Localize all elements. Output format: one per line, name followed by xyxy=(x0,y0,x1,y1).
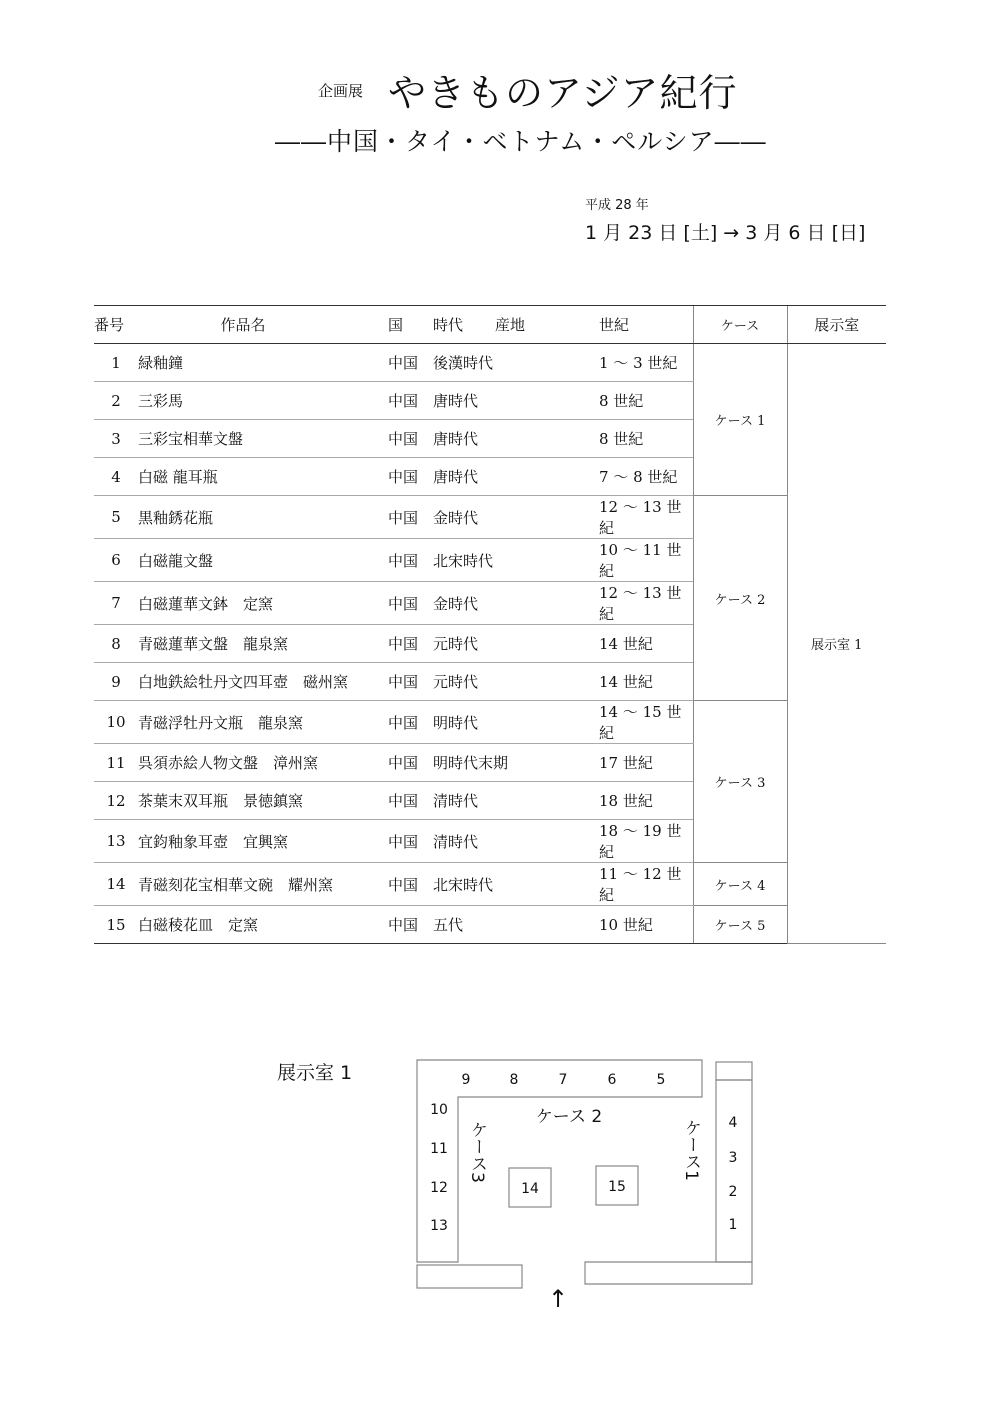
header-century: 世紀 xyxy=(585,306,693,344)
row-century: 14 世紀 xyxy=(585,625,693,663)
exhibition-subtitle: ――中国・タイ・ベトナム・ペルシア―― xyxy=(275,127,767,156)
table-header-row xyxy=(94,306,886,344)
row-no: 15 xyxy=(94,906,138,944)
case-cell: ケース 3 xyxy=(693,701,787,863)
row-period: 金時代 xyxy=(433,496,585,539)
header-case: ケース xyxy=(693,306,787,344)
row-country: 中国 xyxy=(388,625,433,663)
plan-number: 13 xyxy=(430,1218,448,1234)
plan-number: 3 xyxy=(728,1150,738,1166)
row-century: 10 ～ 11 世紀 xyxy=(585,539,693,582)
case-1-label: ケース1 xyxy=(681,1119,701,1181)
bottom-right-bar xyxy=(585,1262,752,1284)
row-title: 緑釉鐘 xyxy=(138,344,388,382)
case-cell: ケース 5 xyxy=(693,906,787,944)
header-kiln: 産地 xyxy=(495,306,585,344)
row-period: 後漢時代 xyxy=(433,344,585,382)
table-body xyxy=(94,344,886,944)
plan-number: 11 xyxy=(430,1141,448,1157)
row-no: 12 xyxy=(94,782,138,820)
row-title: 三彩宝相華文盤 xyxy=(138,420,388,458)
row-period: 唐時代 xyxy=(433,420,585,458)
row-period: 元時代 xyxy=(433,625,585,663)
row-century: 7 ～ 8 世紀 xyxy=(585,458,693,496)
row-title: 青磁刻花宝相華文碗 耀州窯 xyxy=(138,863,388,906)
row-century: 8 世紀 xyxy=(585,420,693,458)
row-century: 12 ～ 13 世紀 xyxy=(585,496,693,539)
row-title: 白地鉄絵牡丹文四耳壺 磁州窯 xyxy=(138,663,388,701)
plan-number: 12 xyxy=(430,1180,448,1196)
row-country: 中国 xyxy=(388,820,433,863)
row-country: 中国 xyxy=(388,663,433,701)
row-title: 青磁浮牡丹文瓶 龍泉窯 xyxy=(138,701,388,744)
table-row xyxy=(94,344,886,382)
room-cell: 展示室 1 xyxy=(787,344,886,944)
plan-number: 9 xyxy=(461,1072,471,1088)
row-no: 13 xyxy=(94,820,138,863)
exhibition-dates: 1 月 23 日 [土] → 3 月 6 日 [日] xyxy=(585,222,866,244)
row-period: 唐時代 xyxy=(433,458,585,496)
row-title: 宜鈞釉象耳壺 宜興窯 xyxy=(138,820,388,863)
exhibition-type: 企画展 xyxy=(318,82,364,100)
plan-number: 8 xyxy=(509,1072,519,1088)
plan-number: 6 xyxy=(607,1072,617,1088)
row-period: 唐時代 xyxy=(433,382,585,420)
row-no: 1 xyxy=(94,344,138,382)
row-title: 青磁蓮華文盤 龍泉窯 xyxy=(138,625,388,663)
row-century: 18 世紀 xyxy=(585,782,693,820)
row-no: 4 xyxy=(94,458,138,496)
era-year: 平成 28 年 xyxy=(585,198,649,213)
row-title: 白磁 龍耳瓶 xyxy=(138,458,388,496)
row-country: 中国 xyxy=(388,782,433,820)
plan-number: 7 xyxy=(558,1072,568,1088)
row-country: 中国 xyxy=(388,420,433,458)
case-2-outline xyxy=(417,1060,702,1262)
row-title: 黒釉銹花瓶 xyxy=(138,496,388,539)
case-3-label: ケース3 xyxy=(467,1121,487,1183)
row-country: 中国 xyxy=(388,496,433,539)
row-country: 中国 xyxy=(388,863,433,906)
row-period: 明時代 xyxy=(433,701,585,744)
entrance-arrow: ↑ xyxy=(547,1285,569,1313)
row-period: 金時代 xyxy=(433,582,585,625)
row-period: 清時代 xyxy=(433,782,585,820)
row-no: 6 xyxy=(94,539,138,582)
case-14-box xyxy=(509,1168,551,1207)
row-no: 7 xyxy=(94,582,138,625)
case-1-outline xyxy=(716,1080,752,1262)
header-country: 国 xyxy=(388,306,433,344)
row-no: 9 xyxy=(94,663,138,701)
row-country: 中国 xyxy=(388,344,433,382)
row-century: 14 世紀 xyxy=(585,663,693,701)
row-period: 北宋時代 xyxy=(433,863,585,906)
case-15-box xyxy=(596,1166,638,1205)
case-cell: ケース 1 xyxy=(693,344,787,496)
row-title: 白磁蓮華文鉢 定窯 xyxy=(138,582,388,625)
plan-number: 2 xyxy=(728,1184,738,1200)
row-century: 17 世紀 xyxy=(585,744,693,782)
exhibition-title: やきものアジア紀行 xyxy=(388,71,738,115)
floorplan-room-label: 展示室 1 xyxy=(277,1062,353,1084)
plan-number: 10 xyxy=(430,1102,448,1118)
case-2-label: ケース 2 xyxy=(535,1107,603,1127)
row-no: 14 xyxy=(94,863,138,906)
row-country: 中国 xyxy=(388,701,433,744)
row-country: 中国 xyxy=(388,382,433,420)
row-country: 中国 xyxy=(388,582,433,625)
row-century: 12 ～ 13 世紀 xyxy=(585,582,693,625)
row-no: 8 xyxy=(94,625,138,663)
row-century: 8 世紀 xyxy=(585,382,693,420)
row-title: 白磁稜花皿 定窯 xyxy=(138,906,388,944)
header-period: 時代 xyxy=(433,306,495,344)
row-title: 呉須赤絵人物文盤 漳州窯 xyxy=(138,744,388,782)
case-cell: ケース 2 xyxy=(693,496,787,701)
case-14-label: 14 xyxy=(521,1181,539,1197)
plan-number: 1 xyxy=(728,1217,738,1233)
row-no: 11 xyxy=(94,744,138,782)
row-period: 北宋時代 xyxy=(433,539,585,582)
header-title: 作品名 xyxy=(138,306,388,344)
row-no: 10 xyxy=(94,701,138,744)
row-title: 白磁龍文盤 xyxy=(138,539,388,582)
row-no: 5 xyxy=(94,496,138,539)
row-century: 11 ～ 12 世紀 xyxy=(585,863,693,906)
table-row xyxy=(94,906,886,944)
case-cell: ケース 4 xyxy=(693,863,787,906)
row-country: 中国 xyxy=(388,458,433,496)
row-period: 元時代 xyxy=(433,663,585,701)
row-no: 3 xyxy=(94,420,138,458)
row-century: 18 ～ 19 世紀 xyxy=(585,820,693,863)
row-period: 清時代 xyxy=(433,820,585,863)
row-century: 1 ～ 3 世紀 xyxy=(585,344,693,382)
row-country: 中国 xyxy=(388,539,433,582)
table-row xyxy=(94,863,886,906)
row-period: 五代 xyxy=(433,906,585,944)
row-century: 10 世紀 xyxy=(585,906,693,944)
plan-number: 5 xyxy=(656,1072,666,1088)
row-country: 中国 xyxy=(388,744,433,782)
bottom-left-bar xyxy=(417,1265,522,1288)
header-no: 番号 xyxy=(94,306,138,344)
table-row xyxy=(94,701,886,744)
header-room: 展示室 xyxy=(787,306,886,344)
works-table xyxy=(94,305,886,944)
plan-number: 4 xyxy=(728,1115,738,1131)
right-top-box xyxy=(716,1062,752,1080)
row-period: 明時代末期 xyxy=(433,744,585,782)
row-title: 三彩馬 xyxy=(138,382,388,420)
row-title: 茶葉末双耳瓶 景徳鎮窯 xyxy=(138,782,388,820)
table-row xyxy=(94,496,886,539)
case-15-label: 15 xyxy=(608,1179,626,1195)
row-century: 14 ～ 15 世紀 xyxy=(585,701,693,744)
row-country: 中国 xyxy=(388,906,433,944)
row-no: 2 xyxy=(94,382,138,420)
